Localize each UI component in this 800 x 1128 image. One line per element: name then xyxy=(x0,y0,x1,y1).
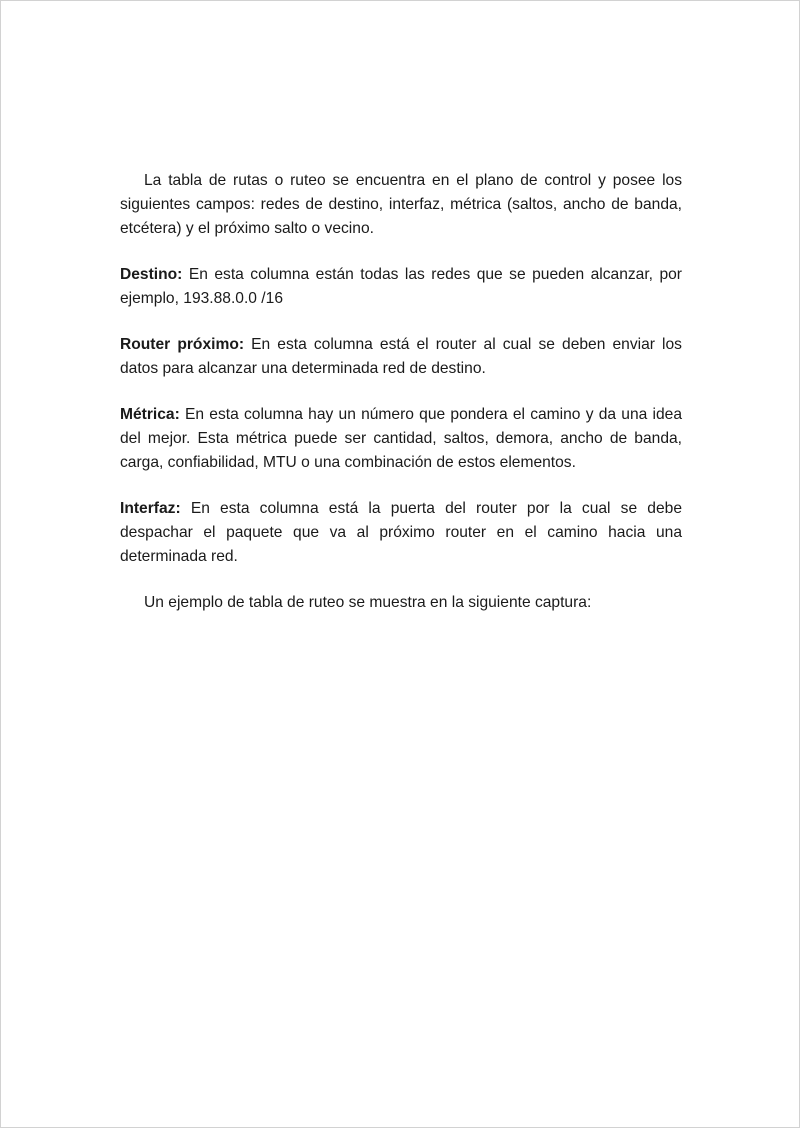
metrica-paragraph xyxy=(120,403,682,475)
example-intro-paragraph xyxy=(120,591,682,615)
interfaz-text: En esta columna está la puerta del router por la cual se debe despachar el paquete que va al próximo router en el camino hacia una determinada red. xyxy=(120,500,682,565)
destino-paragraph xyxy=(120,263,682,311)
destino-term: Destino: xyxy=(120,266,183,283)
interfaz-paragraph xyxy=(120,497,682,569)
router-proximo-paragraph xyxy=(120,333,682,381)
router-proximo-term: Router próximo: xyxy=(120,336,245,353)
destino-text: En esta columna están todas las redes que se pueden alcanzar, por ejemplo, 193.88.0.0 /16 xyxy=(120,266,682,307)
intro-text: La tabla de rutas o ruteo se encuentra en el plano de control y posee los siguientes campos: redes de destino, interfaz, métrica (saltos, ancho de banda, etcétera) y el próximo salto o vecino. xyxy=(120,172,682,237)
interfaz-term: Interfaz: xyxy=(120,500,181,517)
metrica-term: Métrica: xyxy=(120,406,180,423)
metrica-text: En esta columna hay un número que pondera el camino y da una idea del mejor. Esta métrica puede ser cantidad, saltos, demora, ancho de banda, carga, confiabilidad, MTU o una combinación de estos elementos. xyxy=(120,406,682,471)
router-proximo-text: En esta columna está el router al cual se deben enviar los datos para alcanzar una determinada red de destino. xyxy=(120,336,682,377)
example-intro-text: Un ejemplo de tabla de ruteo se muestra en la siguiente captura: xyxy=(144,594,592,611)
intro-paragraph xyxy=(120,169,682,241)
document-body xyxy=(120,169,682,637)
